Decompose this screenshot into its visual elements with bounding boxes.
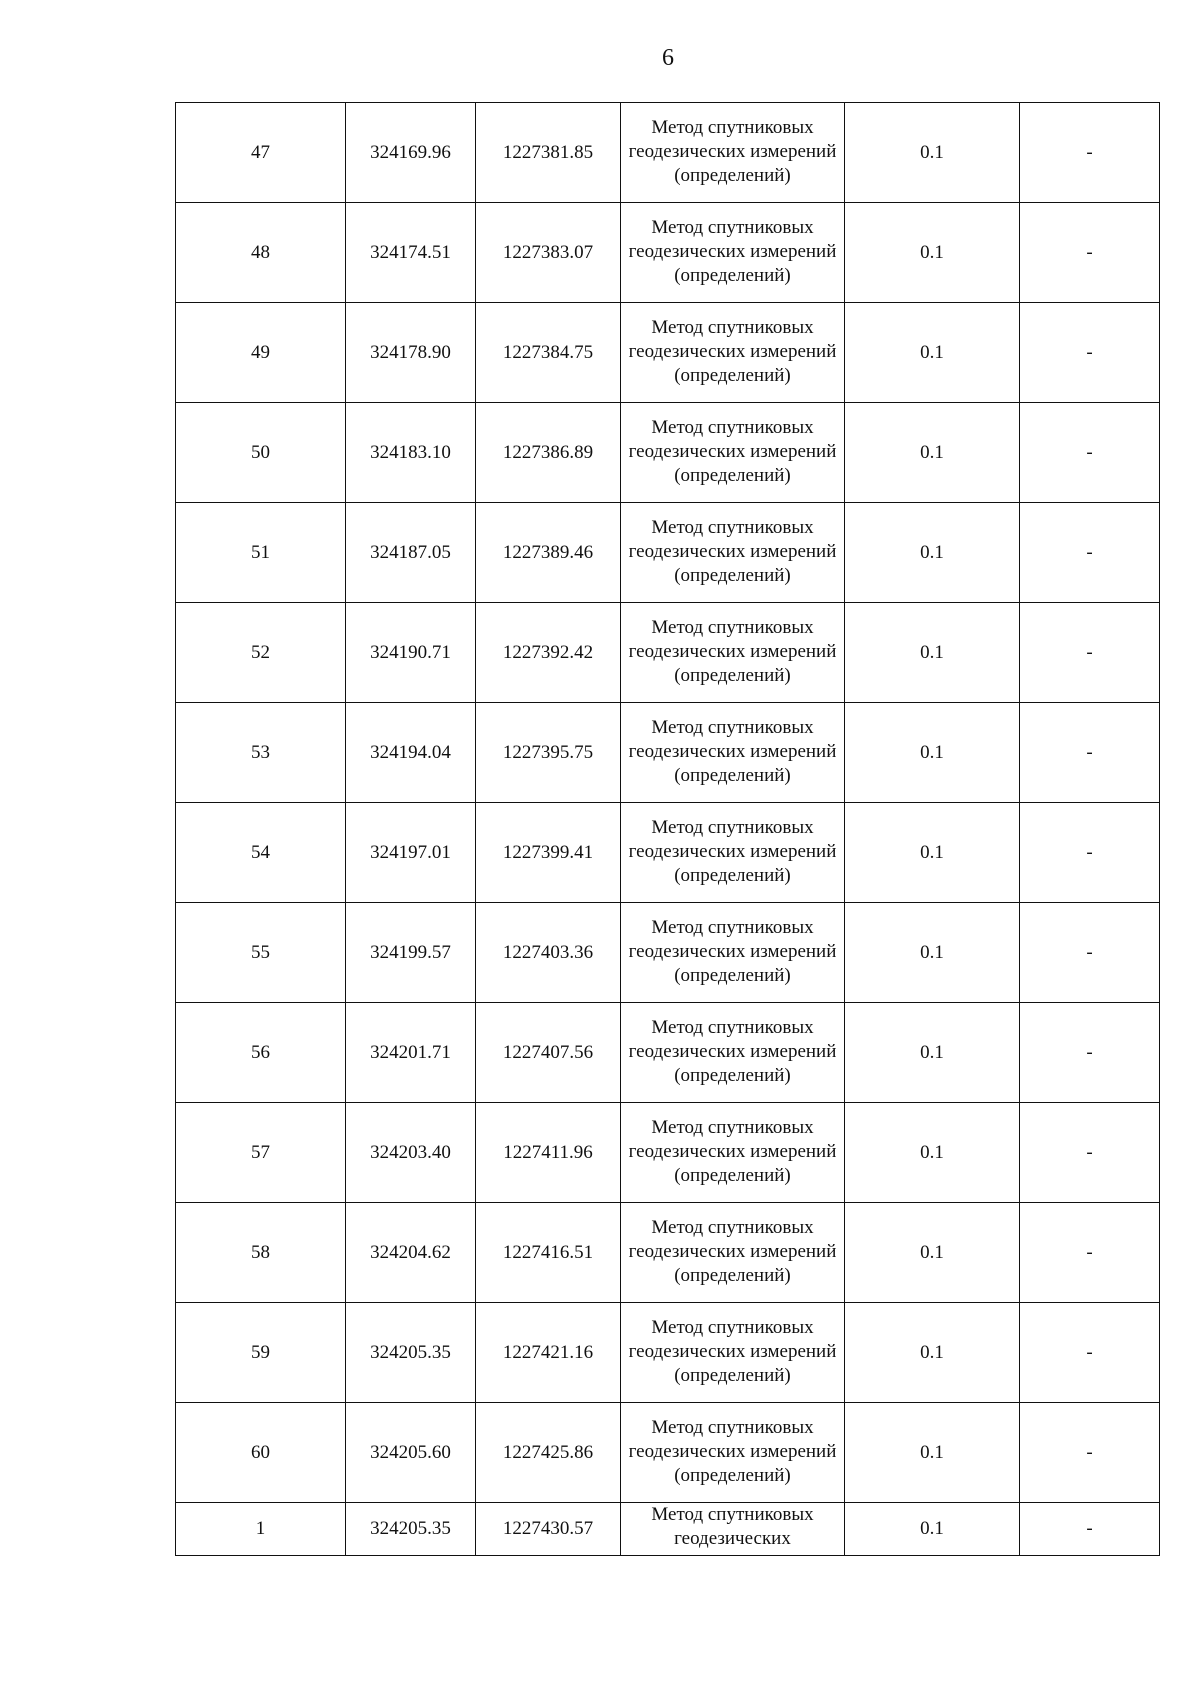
- x-coordinate-cell: 324187.05: [346, 503, 476, 603]
- method-text: Метод спутниковых геодезических измерений (определений): [628, 716, 837, 786]
- table-row: [176, 1403, 1160, 1503]
- point-number-cell: 48: [176, 203, 346, 303]
- note-cell: -: [1020, 103, 1160, 203]
- table-row: [176, 103, 1160, 203]
- note-cell: -: [1020, 1303, 1160, 1403]
- method-text: Метод спутниковых геодезических измерений (определений): [628, 216, 837, 286]
- method-text: Метод спутниковых геодезических измерений (определений): [628, 516, 837, 586]
- x-coordinate-cell: 324174.51: [346, 203, 476, 303]
- method-text: Метод спутниковых геодезических измерений (определений): [628, 1116, 837, 1186]
- x-coordinate-cell: 324205.35: [346, 1503, 476, 1556]
- method-text: Метод спутниковых геодезических измерений (определений): [628, 316, 837, 386]
- method-cell: [621, 1503, 845, 1556]
- method-cell: [621, 803, 845, 903]
- point-number-cell: 60: [176, 1403, 346, 1503]
- accuracy-cell: 0.1: [845, 303, 1020, 403]
- x-coordinate-cell: 324203.40: [346, 1103, 476, 1203]
- y-coordinate-cell: 1227389.46: [476, 503, 621, 603]
- method-cell: [621, 903, 845, 1003]
- note-cell: -: [1020, 1003, 1160, 1103]
- y-coordinate-cell: 1227425.86: [476, 1403, 621, 1503]
- coordinates-table-container: [175, 102, 1159, 1556]
- point-number-cell: 1: [176, 1503, 346, 1556]
- x-coordinate-cell: 324194.04: [346, 703, 476, 803]
- accuracy-cell: 0.1: [845, 1503, 1020, 1556]
- method-text: Метод спутниковых геодезических измерений (определений): [628, 1016, 837, 1086]
- point-number-cell: 56: [176, 1003, 346, 1103]
- note-cell: -: [1020, 203, 1160, 303]
- y-coordinate-cell: 1227411.96: [476, 1103, 621, 1203]
- y-coordinate-cell: 1227383.07: [476, 203, 621, 303]
- table-row: [176, 1103, 1160, 1203]
- note-cell: -: [1020, 1203, 1160, 1303]
- x-coordinate-cell: 324199.57: [346, 903, 476, 1003]
- method-text: Метод спутниковых геодезических измерений (определений): [628, 1216, 837, 1286]
- y-coordinate-cell: 1227403.36: [476, 903, 621, 1003]
- y-coordinate-cell: 1227386.89: [476, 403, 621, 503]
- method-cell: [621, 1203, 845, 1303]
- accuracy-cell: 0.1: [845, 1203, 1020, 1303]
- x-coordinate-cell: 324169.96: [346, 103, 476, 203]
- note-cell: -: [1020, 1103, 1160, 1203]
- point-number-cell: 52: [176, 603, 346, 703]
- method-cell: [621, 503, 845, 603]
- point-number-cell: 50: [176, 403, 346, 503]
- coordinates-table: [175, 102, 1160, 1556]
- method-text: Метод спутниковых геодезических измерений (определений): [628, 616, 837, 686]
- y-coordinate-cell: 1227384.75: [476, 303, 621, 403]
- method-text: Метод спутниковых геодезических измерений (определений): [628, 116, 837, 186]
- table-row: [176, 303, 1160, 403]
- method-cell: [621, 1003, 845, 1103]
- method-cell: [621, 603, 845, 703]
- y-coordinate-cell: 1227416.51: [476, 1203, 621, 1303]
- note-cell: -: [1020, 1403, 1160, 1503]
- y-coordinate-cell: 1227395.75: [476, 703, 621, 803]
- table-row: [176, 1203, 1160, 1303]
- note-cell: -: [1020, 903, 1160, 1003]
- y-coordinate-cell: 1227421.16: [476, 1303, 621, 1403]
- point-number-cell: 47: [176, 103, 346, 203]
- table-row: [176, 1003, 1160, 1103]
- x-coordinate-cell: 324201.71: [346, 1003, 476, 1103]
- accuracy-cell: 0.1: [845, 903, 1020, 1003]
- method-text: Метод спутниковых геодезических измерений (определений): [628, 416, 837, 486]
- accuracy-cell: 0.1: [845, 1303, 1020, 1403]
- accuracy-cell: 0.1: [845, 503, 1020, 603]
- table-row: [176, 403, 1160, 503]
- accuracy-cell: 0.1: [845, 1103, 1020, 1203]
- note-cell: -: [1020, 603, 1160, 703]
- x-coordinate-cell: 324205.35: [346, 1303, 476, 1403]
- method-text: Метод спутниковых геодезических измерений (определений): [628, 1416, 837, 1486]
- x-coordinate-cell: 324205.60: [346, 1403, 476, 1503]
- table-row: [176, 203, 1160, 303]
- x-coordinate-cell: 324204.62: [346, 1203, 476, 1303]
- method-cell: [621, 703, 845, 803]
- method-cell: [621, 1303, 845, 1403]
- note-cell: -: [1020, 303, 1160, 403]
- method-text: Метод спутниковых геодезических измерений (определений): [628, 816, 837, 886]
- table-row: [176, 1503, 1160, 1556]
- table-row: [176, 703, 1160, 803]
- point-number-cell: 59: [176, 1303, 346, 1403]
- y-coordinate-cell: 1227407.56: [476, 1003, 621, 1103]
- accuracy-cell: 0.1: [845, 403, 1020, 503]
- x-coordinate-cell: 324197.01: [346, 803, 476, 903]
- accuracy-cell: 0.1: [845, 703, 1020, 803]
- y-coordinate-cell: 1227399.41: [476, 803, 621, 903]
- accuracy-cell: 0.1: [845, 803, 1020, 903]
- accuracy-cell: 0.1: [845, 603, 1020, 703]
- method-cell: [621, 1103, 845, 1203]
- note-cell: -: [1020, 803, 1160, 903]
- x-coordinate-cell: 324178.90: [346, 303, 476, 403]
- method-text: Метод спутниковых геодезических измерений (определений): [628, 1316, 837, 1386]
- table-row: [176, 603, 1160, 703]
- method-cell: [621, 103, 845, 203]
- table-row: [176, 803, 1160, 903]
- point-number-cell: 57: [176, 1103, 346, 1203]
- method-text: Метод спутниковых геодезических измерений (определений): [628, 916, 837, 986]
- x-coordinate-cell: 324190.71: [346, 603, 476, 703]
- method-cell: [621, 203, 845, 303]
- accuracy-cell: 0.1: [845, 103, 1020, 203]
- point-number-cell: 54: [176, 803, 346, 903]
- accuracy-cell: 0.1: [845, 1403, 1020, 1503]
- note-cell: -: [1020, 403, 1160, 503]
- note-cell: -: [1020, 1503, 1160, 1556]
- point-number-cell: 53: [176, 703, 346, 803]
- point-number-cell: 51: [176, 503, 346, 603]
- point-number-cell: 58: [176, 1203, 346, 1303]
- point-number-cell: 49: [176, 303, 346, 403]
- note-cell: -: [1020, 503, 1160, 603]
- y-coordinate-cell: 1227392.42: [476, 603, 621, 703]
- method-cell: [621, 303, 845, 403]
- table-body: [176, 103, 1160, 1556]
- point-number-cell: 55: [176, 903, 346, 1003]
- accuracy-cell: 0.1: [845, 1003, 1020, 1103]
- note-cell: -: [1020, 703, 1160, 803]
- x-coordinate-cell: 324183.10: [346, 403, 476, 503]
- accuracy-cell: 0.1: [845, 203, 1020, 303]
- page-number: 6: [662, 45, 674, 71]
- table-row: [176, 903, 1160, 1003]
- method-cell: [621, 1403, 845, 1503]
- y-coordinate-cell: 1227381.85: [476, 103, 621, 203]
- table-row: [176, 503, 1160, 603]
- method-cell: [621, 403, 845, 503]
- method-text: Метод спутниковых геодезических: [651, 1504, 814, 1549]
- table-row: [176, 1303, 1160, 1403]
- y-coordinate-cell: 1227430.57: [476, 1503, 621, 1556]
